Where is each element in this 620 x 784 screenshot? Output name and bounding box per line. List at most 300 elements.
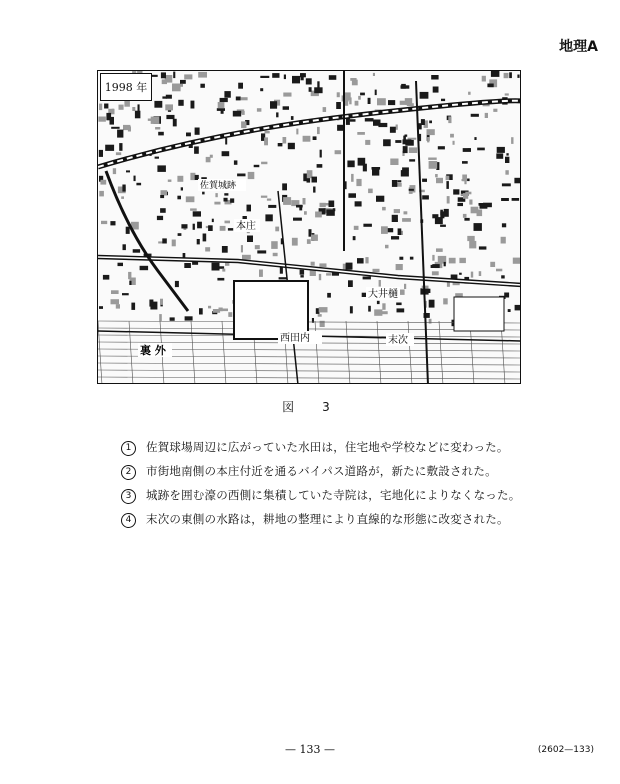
building-block bbox=[440, 210, 443, 216]
building-block bbox=[119, 105, 124, 110]
building-block bbox=[217, 278, 224, 281]
building-block bbox=[440, 225, 446, 227]
building-block bbox=[398, 228, 402, 235]
page-number: — 133 — bbox=[285, 743, 335, 756]
choice-1[interactable] bbox=[121, 440, 521, 464]
building-block bbox=[344, 92, 351, 100]
choice-number: 4 bbox=[121, 513, 136, 528]
building-block bbox=[190, 208, 197, 210]
building-block bbox=[303, 136, 311, 142]
building-block bbox=[513, 258, 521, 264]
building-block bbox=[446, 181, 449, 189]
building-block bbox=[116, 152, 121, 155]
building-block bbox=[323, 107, 327, 112]
building-block bbox=[131, 303, 135, 310]
building-block bbox=[264, 137, 268, 145]
building-block bbox=[230, 198, 234, 202]
building-block bbox=[238, 83, 243, 89]
building-block bbox=[356, 179, 361, 186]
building-block bbox=[129, 281, 131, 285]
building-block bbox=[270, 101, 277, 109]
building-block bbox=[404, 211, 408, 214]
building-block bbox=[284, 75, 286, 80]
building-block bbox=[496, 153, 503, 158]
building-block bbox=[357, 132, 365, 135]
building-block bbox=[432, 255, 434, 261]
building-block bbox=[175, 281, 179, 287]
building-block bbox=[429, 300, 435, 308]
building-block bbox=[463, 148, 471, 152]
building-block bbox=[318, 314, 322, 317]
building-block bbox=[195, 128, 200, 135]
building-block bbox=[214, 202, 220, 205]
choice-4[interactable] bbox=[121, 512, 521, 536]
building-block bbox=[241, 245, 243, 252]
building-block bbox=[394, 209, 400, 213]
building-block bbox=[309, 87, 312, 92]
building-block bbox=[479, 246, 487, 249]
building-block bbox=[112, 109, 114, 112]
building-block bbox=[236, 97, 241, 101]
building-block bbox=[224, 198, 228, 202]
building-block bbox=[283, 93, 291, 97]
building-block bbox=[329, 75, 337, 80]
building-block bbox=[279, 277, 288, 279]
building-block bbox=[242, 255, 251, 260]
building-block bbox=[303, 198, 306, 205]
building-block bbox=[133, 249, 140, 253]
building-block bbox=[397, 308, 405, 312]
building-block bbox=[205, 247, 210, 251]
building-block bbox=[166, 115, 174, 119]
building-block bbox=[401, 170, 409, 176]
choice-text: 市街地南側の本庄付近を通るバイパス道路が，新たに敷設された。 bbox=[146, 464, 497, 478]
building-block bbox=[267, 199, 271, 201]
building-block bbox=[126, 170, 130, 172]
building-block bbox=[273, 253, 278, 256]
building-block bbox=[459, 273, 462, 275]
building-block bbox=[474, 223, 482, 231]
building-block bbox=[372, 167, 381, 170]
label-suetsugu: 末次 bbox=[388, 335, 408, 346]
building-block bbox=[122, 185, 125, 192]
building-block bbox=[435, 217, 443, 224]
choice-3[interactable] bbox=[121, 488, 521, 512]
building-block bbox=[228, 228, 233, 231]
building-block bbox=[247, 236, 253, 243]
building-block bbox=[312, 177, 318, 183]
building-block bbox=[358, 158, 366, 166]
topographic-map bbox=[97, 70, 521, 384]
building-block bbox=[311, 262, 315, 266]
building-block bbox=[390, 159, 398, 166]
building-block bbox=[257, 250, 266, 253]
building-block bbox=[100, 180, 106, 185]
building-block bbox=[271, 241, 278, 249]
building-block bbox=[247, 205, 252, 212]
building-block bbox=[208, 225, 213, 231]
building-block bbox=[506, 153, 508, 155]
building-block bbox=[346, 263, 353, 270]
building-block bbox=[177, 176, 183, 182]
building-block bbox=[453, 189, 459, 194]
building-block bbox=[180, 80, 186, 84]
choice-2[interactable] bbox=[121, 464, 521, 488]
building-block bbox=[493, 109, 497, 112]
building-block bbox=[132, 107, 135, 111]
building-block bbox=[504, 73, 509, 78]
building-block bbox=[259, 270, 263, 277]
building-block bbox=[208, 306, 211, 309]
building-block bbox=[313, 187, 315, 193]
building-block bbox=[307, 239, 311, 244]
building-block bbox=[222, 269, 225, 272]
building-block bbox=[178, 100, 183, 106]
building-block bbox=[428, 158, 437, 160]
building-block bbox=[111, 127, 119, 129]
building-block bbox=[134, 176, 136, 182]
building-block bbox=[225, 138, 227, 145]
building-block bbox=[135, 111, 141, 119]
building-block bbox=[160, 195, 164, 198]
building-block bbox=[203, 234, 207, 242]
building-block bbox=[186, 133, 191, 137]
building-block bbox=[403, 136, 406, 140]
building-block bbox=[157, 165, 166, 172]
choice-number: 1 bbox=[121, 441, 136, 456]
building-block bbox=[373, 269, 380, 272]
label-rigai: 裏 外 bbox=[140, 344, 166, 357]
building-block bbox=[206, 157, 211, 162]
building-block bbox=[98, 117, 106, 122]
building-block bbox=[241, 97, 248, 100]
building-block bbox=[402, 218, 411, 222]
building-block bbox=[347, 161, 354, 168]
building-block bbox=[99, 104, 102, 111]
building-block bbox=[462, 161, 468, 164]
building-block bbox=[429, 319, 432, 324]
building-block bbox=[447, 196, 450, 203]
building-block bbox=[365, 140, 370, 145]
building-block bbox=[358, 96, 361, 100]
building-block bbox=[379, 280, 381, 287]
building-block bbox=[512, 198, 519, 201]
building-block bbox=[392, 215, 398, 222]
building-block bbox=[382, 207, 386, 211]
building-block bbox=[113, 168, 116, 174]
building-block bbox=[350, 119, 356, 122]
building-block bbox=[185, 316, 193, 320]
building-block bbox=[464, 218, 469, 221]
building-block bbox=[320, 150, 322, 158]
building-block bbox=[363, 224, 372, 227]
building-block bbox=[215, 193, 217, 197]
building-block bbox=[233, 111, 241, 117]
building-block bbox=[283, 137, 287, 144]
building-block bbox=[197, 222, 202, 229]
building-block bbox=[292, 76, 300, 84]
building-block bbox=[467, 179, 470, 182]
building-block bbox=[291, 116, 294, 120]
building-block bbox=[429, 161, 438, 169]
choice-text: 城跡を囲む濠の西側に集積していた寺院は，宅地化によりなくなった。 bbox=[146, 488, 521, 502]
building-block bbox=[319, 263, 326, 267]
building-block bbox=[348, 193, 356, 198]
building-block bbox=[162, 96, 166, 98]
building-block bbox=[435, 174, 438, 177]
building-block bbox=[363, 277, 371, 280]
building-block bbox=[138, 104, 140, 111]
building-block bbox=[335, 150, 342, 154]
building-block bbox=[172, 240, 176, 247]
building-block bbox=[402, 167, 409, 170]
building-block bbox=[165, 104, 173, 110]
building-block bbox=[117, 130, 123, 138]
building-block bbox=[378, 123, 387, 127]
building-block bbox=[441, 99, 445, 101]
building-block bbox=[453, 141, 455, 145]
building-block bbox=[444, 262, 446, 266]
water-area bbox=[454, 297, 504, 331]
building-block bbox=[420, 92, 429, 99]
building-block bbox=[511, 137, 513, 144]
choice-text: 佐賀球場周辺に広がっていた水田は，住宅地や学校などに変わった。 bbox=[146, 440, 509, 454]
building-block bbox=[126, 227, 130, 234]
building-block bbox=[234, 160, 238, 164]
building-block bbox=[408, 138, 417, 140]
building-block bbox=[469, 200, 472, 205]
building-block bbox=[173, 119, 177, 127]
exam-code: (2602—133) bbox=[537, 745, 594, 755]
label-nishidauchi: 西田内 bbox=[280, 333, 310, 344]
year-label: 1998 年 bbox=[100, 73, 152, 101]
building-block bbox=[407, 103, 414, 106]
building-block bbox=[446, 176, 450, 180]
building-block bbox=[381, 226, 388, 234]
building-block bbox=[467, 236, 474, 241]
building-block bbox=[333, 208, 336, 211]
building-block bbox=[261, 162, 267, 165]
building-block bbox=[193, 224, 195, 230]
building-block bbox=[306, 78, 312, 84]
building-block bbox=[514, 178, 521, 184]
building-block bbox=[409, 147, 417, 153]
building-block bbox=[218, 102, 225, 108]
building-block bbox=[248, 172, 255, 179]
building-block bbox=[161, 190, 168, 195]
building-block bbox=[501, 237, 506, 244]
building-block bbox=[497, 147, 505, 153]
building-block bbox=[116, 304, 120, 308]
building-block bbox=[396, 303, 401, 306]
building-block bbox=[388, 100, 395, 105]
building-block bbox=[224, 91, 230, 98]
building-block bbox=[292, 238, 298, 246]
building-block bbox=[300, 270, 305, 275]
building-block bbox=[197, 239, 200, 244]
building-block bbox=[482, 76, 486, 82]
building-block bbox=[122, 293, 129, 295]
building-block bbox=[111, 299, 120, 304]
building-block bbox=[377, 301, 380, 304]
building-block bbox=[220, 98, 228, 102]
building-block bbox=[404, 284, 406, 289]
building-block bbox=[509, 72, 512, 78]
building-block bbox=[327, 293, 331, 298]
building-block bbox=[396, 264, 403, 270]
building-block bbox=[261, 196, 267, 198]
building-block bbox=[123, 244, 126, 250]
building-block bbox=[385, 245, 389, 249]
building-block bbox=[265, 214, 272, 221]
building-block bbox=[220, 226, 226, 231]
building-block bbox=[427, 137, 429, 142]
building-block bbox=[212, 263, 220, 271]
building-block bbox=[357, 258, 364, 263]
building-block bbox=[293, 218, 302, 221]
building-block bbox=[352, 80, 358, 86]
building-block bbox=[222, 151, 230, 156]
building-block bbox=[354, 226, 359, 230]
building-block bbox=[237, 174, 245, 177]
building-block bbox=[183, 253, 186, 258]
building-block bbox=[265, 131, 270, 134]
building-block bbox=[242, 111, 245, 115]
building-block bbox=[283, 197, 291, 205]
building-block bbox=[396, 125, 398, 130]
building-block bbox=[432, 271, 439, 275]
building-block bbox=[483, 203, 492, 208]
building-block bbox=[355, 101, 359, 106]
choice-number: 3 bbox=[121, 489, 136, 504]
building-block bbox=[190, 173, 195, 180]
building-block bbox=[471, 114, 479, 117]
building-block bbox=[382, 303, 385, 310]
building-block bbox=[410, 257, 414, 260]
building-block bbox=[391, 236, 399, 239]
building-block bbox=[508, 309, 511, 312]
building-block bbox=[104, 104, 108, 109]
building-block bbox=[421, 119, 425, 125]
building-block bbox=[275, 227, 279, 232]
building-block bbox=[213, 309, 220, 313]
building-block bbox=[228, 312, 232, 317]
building-block bbox=[192, 262, 198, 265]
building-block bbox=[181, 224, 187, 228]
building-block bbox=[105, 145, 114, 151]
building-block bbox=[300, 275, 303, 277]
building-block bbox=[438, 146, 445, 149]
building-block bbox=[319, 274, 321, 280]
building-block bbox=[409, 189, 414, 191]
building-block bbox=[151, 117, 160, 124]
building-block bbox=[505, 157, 509, 163]
building-block bbox=[449, 258, 456, 264]
building-block bbox=[175, 84, 183, 87]
castle-moat bbox=[234, 281, 308, 339]
building-block bbox=[351, 174, 354, 182]
building-block bbox=[375, 90, 377, 96]
building-block bbox=[432, 264, 439, 268]
building-block bbox=[161, 72, 166, 78]
building-block bbox=[515, 305, 521, 311]
building-block bbox=[403, 146, 408, 153]
building-block bbox=[326, 273, 331, 275]
building-block bbox=[99, 150, 103, 157]
building-block bbox=[103, 275, 109, 280]
building-block bbox=[198, 72, 207, 78]
building-block bbox=[186, 196, 195, 202]
building-block bbox=[315, 212, 322, 218]
building-block bbox=[225, 221, 231, 224]
building-block bbox=[422, 179, 427, 182]
building-block bbox=[217, 108, 225, 111]
choice-text: 末次の東側の水路は，耕地の整理により直線的な形態に改変された。 bbox=[146, 512, 509, 526]
building-block bbox=[502, 183, 511, 186]
building-block bbox=[471, 207, 479, 214]
building-block bbox=[390, 127, 396, 133]
building-block bbox=[311, 235, 318, 241]
building-block bbox=[283, 106, 289, 110]
figure-caption: 図 3 bbox=[282, 400, 338, 414]
building-block bbox=[337, 125, 343, 131]
building-block bbox=[178, 233, 182, 236]
building-block bbox=[368, 98, 371, 104]
building-block bbox=[118, 263, 124, 266]
building-block bbox=[490, 262, 495, 267]
building-block bbox=[457, 203, 463, 206]
building-block bbox=[200, 84, 205, 88]
building-block bbox=[224, 193, 228, 195]
subject-title: 地理A bbox=[559, 39, 598, 55]
building-block bbox=[320, 321, 325, 327]
building-block bbox=[278, 143, 283, 146]
building-block bbox=[313, 136, 317, 140]
building-block bbox=[119, 143, 122, 151]
building-block bbox=[193, 211, 201, 216]
building-block bbox=[360, 93, 365, 96]
building-block bbox=[337, 92, 340, 97]
building-block bbox=[422, 195, 429, 199]
building-block bbox=[111, 290, 119, 294]
building-block bbox=[491, 71, 500, 77]
building-block bbox=[468, 92, 471, 95]
building-block bbox=[149, 300, 153, 307]
building-block bbox=[376, 196, 384, 202]
building-block bbox=[365, 257, 368, 263]
building-block bbox=[260, 76, 269, 78]
building-block bbox=[477, 148, 485, 151]
building-block bbox=[448, 116, 451, 123]
building-block bbox=[184, 74, 192, 79]
building-block bbox=[121, 196, 124, 199]
building-block bbox=[373, 73, 375, 76]
building-block bbox=[314, 87, 322, 93]
building-block bbox=[433, 87, 439, 93]
building-block bbox=[173, 72, 175, 79]
building-block bbox=[257, 108, 262, 112]
label-sagajoseki: 佐賀城跡 bbox=[200, 181, 237, 191]
building-block bbox=[123, 125, 130, 130]
building-block bbox=[160, 299, 163, 305]
building-block bbox=[101, 221, 107, 224]
building-block bbox=[355, 201, 362, 206]
building-block bbox=[450, 134, 454, 138]
building-block bbox=[317, 164, 323, 168]
building-block bbox=[128, 272, 131, 279]
building-block bbox=[398, 180, 402, 182]
building-block bbox=[399, 257, 403, 260]
